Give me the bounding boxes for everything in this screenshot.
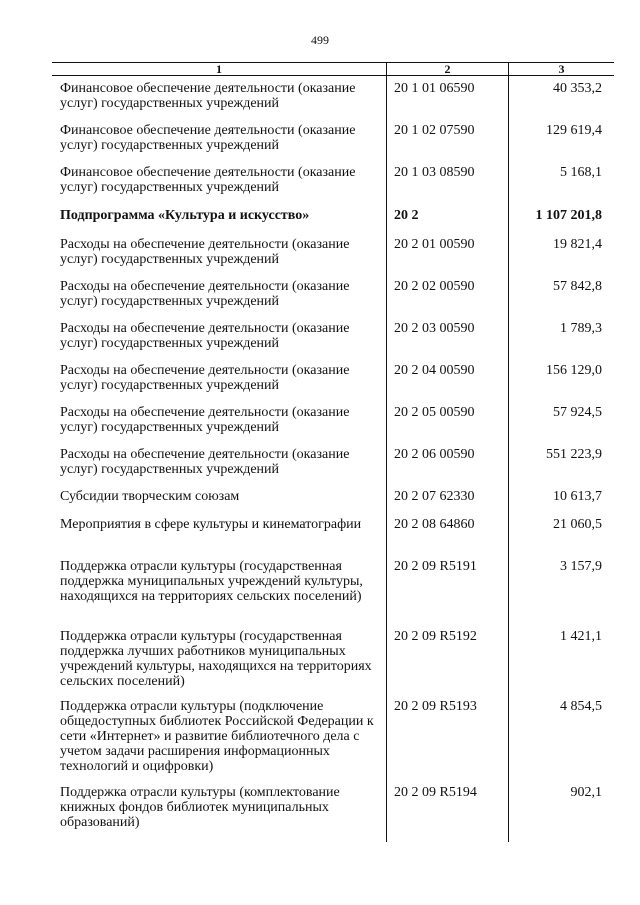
row-name: Поддержка отрасли культуры (подключение общедоступных библиотек Российской Федерации к сети «Интернет» и развитие библиотечного дела с учетом задачи расширения информационных технологий и оцифровки) <box>60 699 374 774</box>
row-code: 20 2 02 00590 <box>394 279 475 294</box>
row-amount: 10 613,7 <box>553 489 602 504</box>
row-code: 20 2 07 62330 <box>394 489 475 504</box>
row-name: Расходы на обеспечение деятельности (оказание услуг) государственных учреждений <box>60 447 350 477</box>
row-code: 20 1 01 06590 <box>394 81 475 96</box>
row-name: Поддержка отрасли культуры (государственная поддержка муниципальных учреждений культуры, находящихся на территориях сельских поселений) <box>60 559 363 604</box>
row-amount: 21 060,5 <box>553 517 602 532</box>
row-amount: 1 421,1 <box>560 629 602 644</box>
row-amount: 156 129,0 <box>546 363 602 378</box>
row-name: Поддержка отрасли культуры (государственная поддержка лучших работников муниципальных учреждений культуры, находящихся на территориях сельских поселений) <box>60 629 372 689</box>
column-divider <box>386 62 387 842</box>
row-name: Финансовое обеспечение деятельности (оказание услуг) государственных учреждений <box>60 165 356 195</box>
row-name: Субсидии творческим союзам <box>60 489 240 504</box>
column-header-2: 2 <box>444 62 451 76</box>
row-code: 20 2 06 00590 <box>394 447 475 462</box>
row-code: 20 2 05 00590 <box>394 405 475 420</box>
page-number: 499 <box>311 33 329 47</box>
row-code: 20 2 09 R5193 <box>394 699 477 714</box>
row-code: 20 2 01 00590 <box>394 237 475 252</box>
row-amount: 19 821,4 <box>553 237 602 252</box>
row-name: Расходы на обеспечение деятельности (оказание услуг) государственных учреждений <box>60 237 350 267</box>
row-amount: 3 157,9 <box>560 559 602 574</box>
row-amount: 1 789,3 <box>560 321 602 336</box>
row-code: 20 2 <box>394 208 419 223</box>
row-amount: 40 353,2 <box>553 81 602 96</box>
row-amount: 5 168,1 <box>560 165 602 180</box>
row-amount: 1 107 201,8 <box>535 208 602 223</box>
row-code: 20 2 09 R5194 <box>394 785 477 800</box>
row-amount: 129 619,4 <box>546 123 602 138</box>
column-header-3: 3 <box>558 62 565 76</box>
row-code: 20 2 04 00590 <box>394 363 475 378</box>
column-header-1: 1 <box>216 62 222 76</box>
table-header <box>52 62 614 76</box>
row-code: 20 2 03 00590 <box>394 321 475 336</box>
row-amount: 57 924,5 <box>553 405 602 420</box>
row-code: 20 2 09 R5192 <box>394 629 477 644</box>
row-code: 20 1 02 07590 <box>394 123 475 138</box>
row-name: Финансовое обеспечение деятельности (оказание услуг) государственных учреждений <box>60 123 356 153</box>
row-name: Расходы на обеспечение деятельности (оказание услуг) государственных учреждений <box>60 363 350 393</box>
row-code: 20 2 09 R5191 <box>394 559 477 574</box>
row-amount: 57 842,8 <box>553 279 602 294</box>
row-name: Расходы на обеспечение деятельности (оказание услуг) государственных учреждений <box>60 405 350 435</box>
budget-table <box>52 62 614 830</box>
row-name: Финансовое обеспечение деятельности (оказание услуг) государственных учреждений <box>60 81 356 111</box>
row-name: Расходы на обеспечение деятельности (оказание услуг) государственных учреждений <box>60 279 350 309</box>
row-name: Подпрограмма «Культура и искусство» <box>60 208 310 223</box>
row-name: Мероприятия в сфере культуры и кинематографии <box>60 517 362 532</box>
row-name: Поддержка отрасли культуры (комплектование книжных фондов библиотек муниципальных образований) <box>60 785 340 830</box>
row-code: 20 2 08 64860 <box>394 517 475 532</box>
row-code: 20 1 03 08590 <box>394 165 475 180</box>
row-name: Расходы на обеспечение деятельности (оказание услуг) государственных учреждений <box>60 321 350 351</box>
row-amount: 902,1 <box>570 785 602 800</box>
row-amount: 4 854,5 <box>560 699 602 714</box>
row-amount: 551 223,9 <box>546 447 602 462</box>
